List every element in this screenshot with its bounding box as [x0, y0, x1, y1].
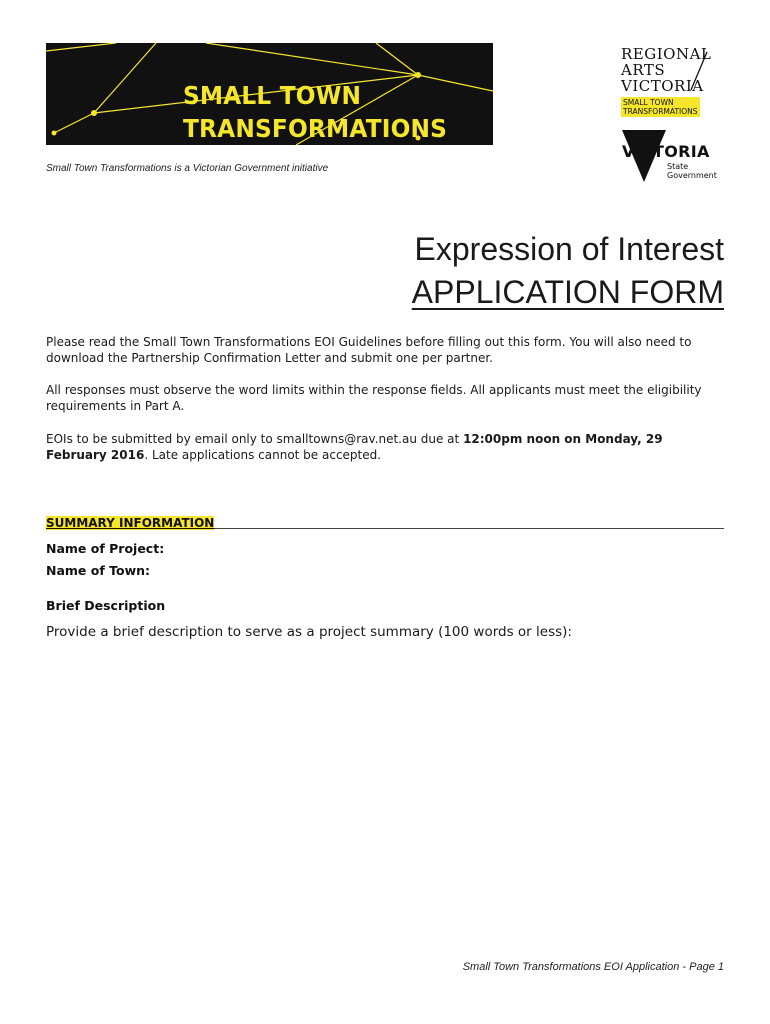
- deadline-text: 12:00pm noon on Monday, 29 February 2016: [46, 432, 663, 462]
- rav-tag: [621, 97, 700, 117]
- banner-title: [183, 79, 447, 145]
- brief-description-label: Brief Description: [46, 598, 166, 613]
- intro-paragraph-3: [46, 431, 726, 463]
- summary-section-heading: [46, 514, 724, 529]
- state-text: State: [667, 162, 689, 171]
- intro-paragraph-2: All responses must observe the word limits within the response fields. All applicants must meet the eligibility requirements in Part A.: [46, 383, 702, 413]
- small-town-transformations-banner: [46, 43, 493, 145]
- government-text: Government: [667, 171, 717, 180]
- rav-logo-line-2: ARTS: [621, 61, 666, 79]
- regional-arts-victoria-logo: [621, 46, 721, 119]
- name-of-project-label: Name of Project:: [46, 541, 165, 556]
- rav-logo-line-3: VICTORIA: [621, 77, 704, 95]
- title-application-form: APPLICATION FORM: [411, 274, 724, 310]
- victoria-wordmark: VICTORIA: [622, 142, 710, 161]
- title-expression-of-interest: Expression of Interest: [414, 231, 724, 267]
- brief-description-prompt: Provide a brief description to serve as a project summary (100 words or less):: [46, 624, 572, 640]
- summary-heading-text: SUMMARY INFORMATION: [46, 516, 215, 530]
- banner-line-1: SMALL TOWN: [183, 81, 362, 110]
- submission-text: EOIs to be submitted by email only to smalltowns@rav.net.au due at: [46, 432, 464, 446]
- initiative-note: Small Town Transformations is a Victorian Government initiative: [46, 163, 329, 174]
- page-footer: Small Town Transformations EOI Application - Page 1: [462, 961, 724, 973]
- rav-slash-icon: [687, 50, 709, 94]
- victoria-state-government-logo: [620, 128, 730, 184]
- name-of-town-label: Name of Town:: [46, 563, 151, 578]
- rav-tag-line-1: SMALL TOWN: [623, 98, 674, 107]
- rav-logo-line-1: REGIONAL: [621, 45, 712, 63]
- rav-tag-line-2: TRANSFORMATIONS: [623, 107, 698, 116]
- intro-paragraph-1: Please read the Small Town Transformations EOI Guidelines before filling out this form. You will also need to download the Partnership Confirmation Letter and submit one per partner.: [46, 335, 692, 365]
- late-note-text: . Late applications cannot be accepted.: [144, 448, 382, 462]
- state-government-text: [667, 162, 717, 180]
- form-title: [412, 228, 724, 314]
- banner-line-2: TRANSFORMATIONS: [183, 114, 448, 143]
